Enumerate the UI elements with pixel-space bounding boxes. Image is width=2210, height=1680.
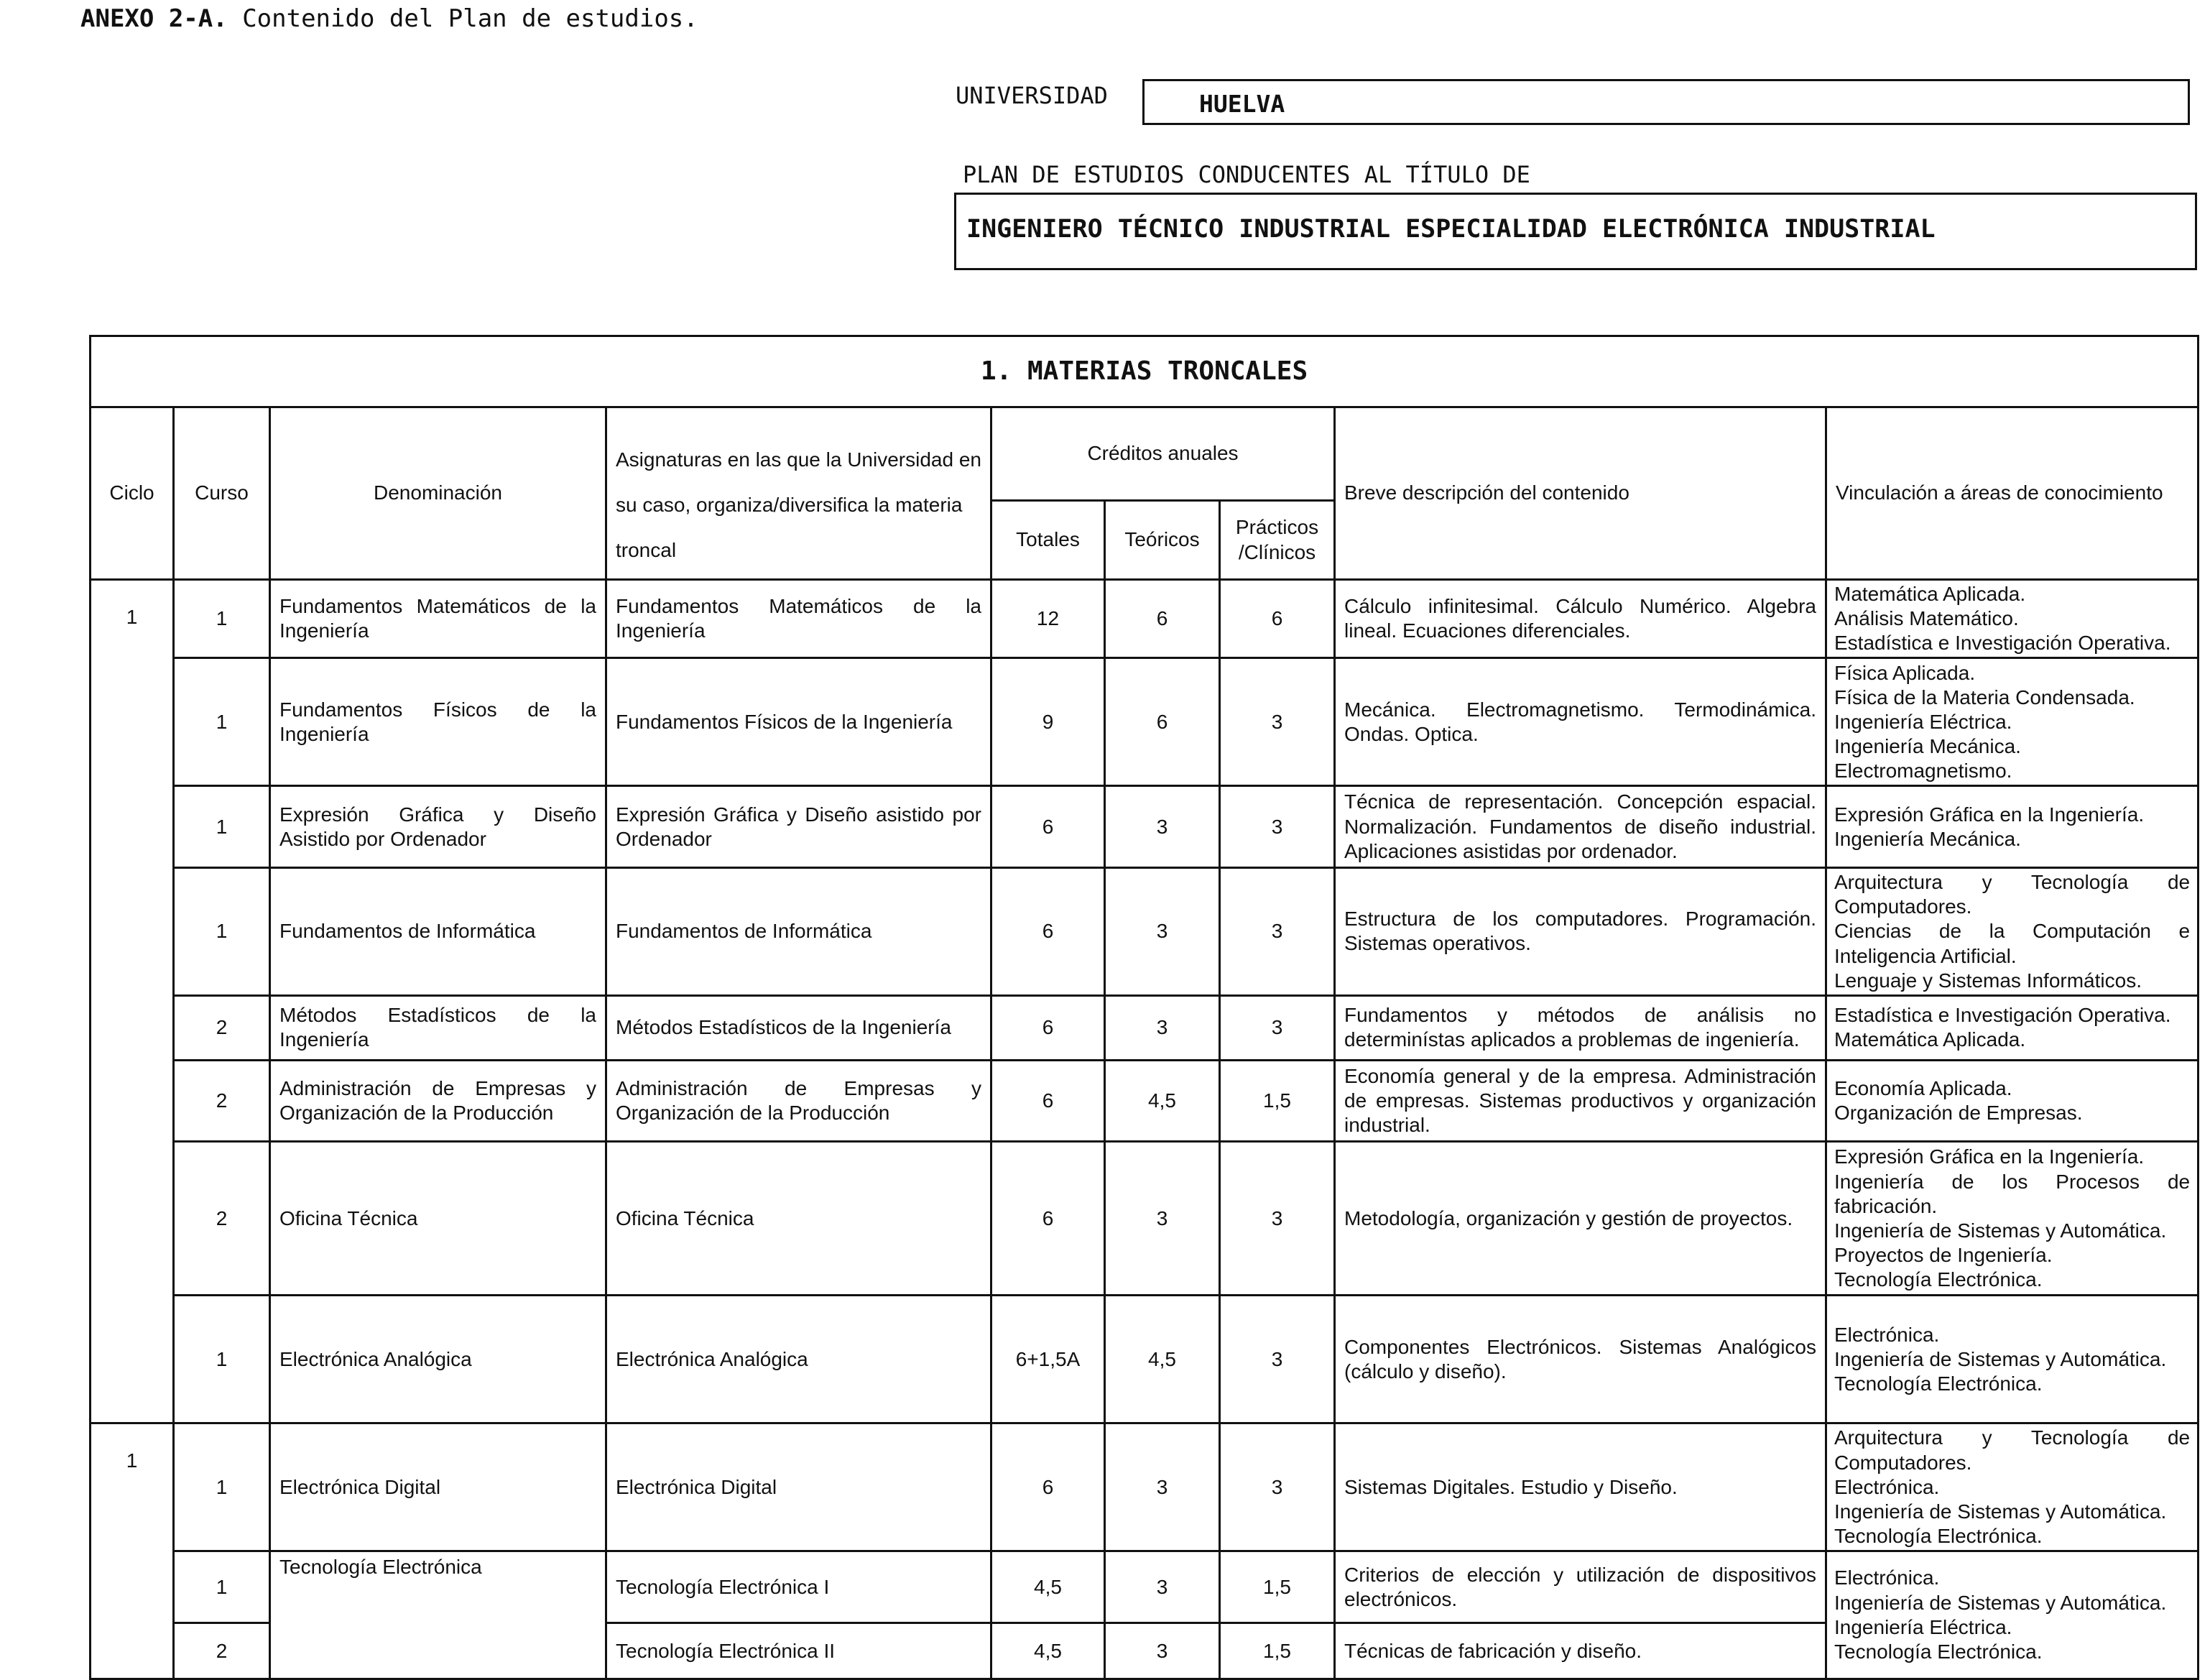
totales-cell: 6 [991,786,1105,867]
denominacion-cell: Métodos Estadísticos de la Ingeniería [270,995,606,1060]
teoricos-cell: 3 [1105,1423,1220,1551]
practicos-cell: 1,5 [1220,1623,1335,1679]
ciclo-cell: 1 [91,580,174,1423]
asignatura-cell: Tecnología Electrónica I [606,1551,991,1623]
denominacion-cell: Fundamentos Matemáticos de la Ingeniería [270,580,606,658]
practicos-cell: 1,5 [1220,1060,1335,1141]
teoricos-cell: 3 [1105,1142,1220,1296]
totales-cell: 6 [991,995,1105,1060]
col-header-totales: Totales [991,501,1105,580]
descripcion-cell: Metodología, organización y gestión de proyectos. [1335,1142,1826,1296]
teoricos-cell: 3 [1105,867,1220,995]
totales-cell: 6 [991,1423,1105,1551]
curso-cell: 1 [174,1423,270,1551]
table-row [91,1142,2199,1296]
curso-cell: 1 [174,580,270,658]
teoricos-cell: 3 [1105,786,1220,867]
practicos-cell: 3 [1220,1142,1335,1296]
asignatura-cell: Electrónica Analógica [606,1296,991,1423]
totales-cell: 9 [991,658,1105,786]
table-row [91,867,2199,995]
denominacion-cell: Electrónica Digital [270,1423,606,1551]
university-value: HUELVA [1199,90,1285,118]
col-header-descripcion: Breve descripción del contenido [1335,407,1826,580]
table-row [91,580,2199,658]
col-header-practicos: Prácticos /Clínicos [1220,501,1335,580]
asignatura-cell: Expresión Gráfica y Diseño asistido por Ordenador [606,786,991,867]
descripcion-cell: Cálculo infinitesimal. Cálculo Numérico. Algebra lineal. Ecuaciones diferenciales. [1335,580,1826,658]
descripcion-cell: Criterios de elección y utilización de dispositivos electrónicos. [1335,1551,1826,1623]
university-box [1142,79,2190,125]
plan-label: PLAN DE ESTUDIOS CONDUCENTES AL TÍTULO DE [963,161,1530,188]
denominacion-cell: Fundamentos de Informática [270,867,606,995]
denominacion-cell: Oficina Técnica [270,1142,606,1296]
table-row [91,658,2199,786]
asignatura-cell: Fundamentos Matemáticos de la Ingeniería [606,580,991,658]
asignatura-cell: Fundamentos Físicos de la Ingeniería [606,658,991,786]
denominacion-cell: Expresión Gráfica y Diseño Asistido por Ordenador [270,786,606,867]
asignatura-cell: Oficina Técnica [606,1142,991,1296]
curso-cell: 1 [174,786,270,867]
totales-cell: 6 [991,1060,1105,1141]
curso-cell: 2 [174,1623,270,1679]
vinculacion-cell: Arquitectura y Tecnología de Computadores. Electrónica. Ingeniería de Sistemas y Automática. Tecnología Electrónica. [1826,1423,2199,1551]
descripcion-cell: Economía general y de la empresa. Administración de empresas. Sistemas productivos y organización industrial. [1335,1060,1826,1141]
troncales-table [89,335,2199,1680]
col-header-vinculacion: Vinculación a áreas de conocimiento [1826,407,2199,580]
annex-label: ANEXO 2-A. [80,4,228,33]
teoricos-cell: 3 [1105,1551,1220,1623]
table-row [91,1423,2199,1551]
practicos-cell: 3 [1220,995,1335,1060]
totales-cell: 6 [991,1142,1105,1296]
practicos-cell: 3 [1220,1423,1335,1551]
denominacion-cell: Administración de Empresas y Organización de la Producción [270,1060,606,1141]
curso-cell: 2 [174,995,270,1060]
section-title: 1. MATERIAS TRONCALES [91,336,2199,407]
annex-description: Contenido del Plan de estudios. [242,4,698,33]
descripcion-cell: Estructura de los computadores. Programación. Sistemas operativos. [1335,867,1826,995]
degree-title-box [954,193,2197,270]
vinculacion-cell: Matemática Aplicada. Análisis Matemático. Estadística e Investigación Operativa. [1826,580,2199,658]
col-header-creditos: Créditos anuales [991,407,1335,501]
table-row [91,786,2199,867]
table-row [91,995,2199,1060]
col-header-ciclo: Ciclo [91,407,174,580]
totales-cell: 4,5 [991,1623,1105,1679]
asignatura-cell: Métodos Estadísticos de la Ingeniería [606,995,991,1060]
denominacion-cell: Electrónica Analógica [270,1296,606,1423]
totales-cell: 6 [991,867,1105,995]
teoricos-cell: 3 [1105,995,1220,1060]
table-row [91,1551,2199,1623]
teoricos-cell: 6 [1105,658,1220,786]
practicos-cell: 3 [1220,658,1335,786]
descripcion-cell: Mecánica. Electromagnetismo. Termodinámica. Ondas. Optica. [1335,658,1826,786]
descripcion-cell: Técnicas de fabricación y diseño. [1335,1623,1826,1679]
ciclo-cell: 1 [91,1423,174,1679]
asignatura-cell: Electrónica Digital [606,1423,991,1551]
totales-cell: 4,5 [991,1551,1105,1623]
col-header-asignaturas: Asignaturas en las que la Universidad en su caso, organiza/diversifica la materia troncal [606,407,991,580]
col-header-denominacion: Denominación [270,407,606,580]
curso-cell: 2 [174,1060,270,1141]
vinculacion-cell: Expresión Gráfica en la Ingeniería. Ingeniería de los Procesos de fabricación. Ingeniería de Sistemas y Automática. Proyectos de Ingeniería. Tecnología Electrónica. [1826,1142,2199,1296]
teoricos-cell: 4,5 [1105,1060,1220,1141]
vinculacion-cell: Arquitectura y Tecnología de Computadores. Ciencias de la Computación e Inteligencia Artificial. Lenguaje y Sistemas Informáticos. [1826,867,2199,995]
practicos-cell: 3 [1220,786,1335,867]
curso-cell: 2 [174,1142,270,1296]
practicos-cell: 3 [1220,867,1335,995]
curso-cell: 1 [174,1296,270,1423]
vinculacion-cell: Electrónica. Ingeniería de Sistemas y Automática. Ingeniería Eléctrica. Tecnología Electrónica. [1826,1551,2199,1679]
curso-cell: 1 [174,867,270,995]
col-header-teoricos: Teóricos [1105,501,1220,580]
table-row [91,1060,2199,1141]
vinculacion-cell: Estadística e Investigación Operativa. Matemática Aplicada. [1826,995,2199,1060]
practicos-cell: 6 [1220,580,1335,658]
curso-cell: 1 [174,658,270,786]
asignatura-cell: Administración de Empresas y Organización de la Producción [606,1060,991,1141]
denominacion-cell: Fundamentos Físicos de la Ingeniería [270,658,606,786]
vinculacion-cell: Electrónica. Ingeniería de Sistemas y Automática. Tecnología Electrónica. [1826,1296,2199,1423]
totales-cell: 6+1,5A [991,1296,1105,1423]
descripcion-cell: Sistemas Digitales. Estudio y Diseño. [1335,1423,1826,1551]
vinculacion-cell: Expresión Gráfica en la Ingeniería. Ingeniería Mecánica. [1826,786,2199,867]
teoricos-cell: 4,5 [1105,1296,1220,1423]
university-label: UNIVERSIDAD [956,82,1108,109]
practicos-cell: 3 [1220,1296,1335,1423]
descripcion-cell: Fundamentos y métodos de análisis no determinístas aplicados a problemas de ingeniería. [1335,995,1826,1060]
curso-cell: 1 [174,1551,270,1623]
totales-cell: 12 [991,580,1105,658]
asignatura-cell: Fundamentos de Informática [606,867,991,995]
table-row [91,1296,2199,1423]
annex-heading [80,4,698,33]
descripcion-cell: Componentes Electrónicos. Sistemas Analógicos (cálculo y diseño). [1335,1296,1826,1423]
col-header-curso: Curso [174,407,270,580]
teoricos-cell: 3 [1105,1623,1220,1679]
teoricos-cell: 6 [1105,580,1220,658]
descripcion-cell: Técnica de representación. Concepción espacial. Normalización. Fundamentos de diseño industrial. Aplicaciones asistidas por ordenador. [1335,786,1826,867]
denominacion-cell: Tecnología Electrónica [270,1551,606,1679]
practicos-cell: 1,5 [1220,1551,1335,1623]
degree-title: INGENIERO TÉCNICO INDUSTRIAL ESPECIALIDAD ELECTRÓNICA INDUSTRIAL [966,215,1936,244]
vinculacion-cell: Economía Aplicada. Organización de Empresas. [1826,1060,2199,1141]
asignatura-cell: Tecnología Electrónica II [606,1623,991,1679]
vinculacion-cell: Física Aplicada. Física de la Materia Condensada. Ingeniería Eléctrica. Ingeniería Mecánica. Electromagnetismo. [1826,658,2199,786]
